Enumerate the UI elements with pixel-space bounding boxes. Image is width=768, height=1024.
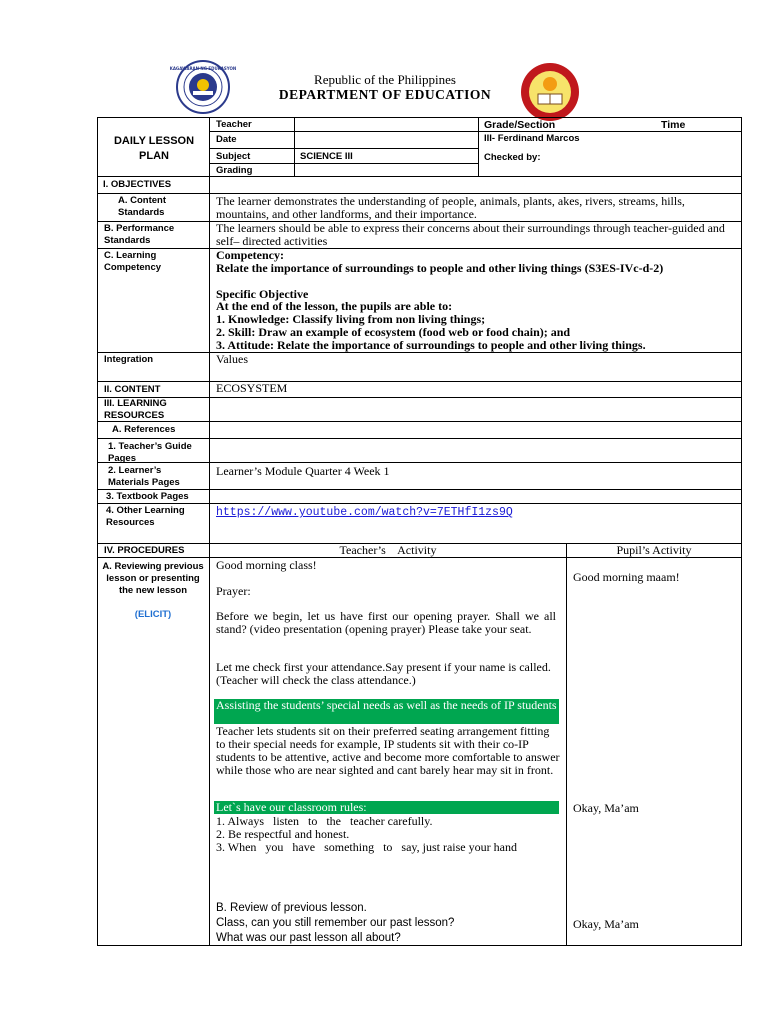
teacher-assist-text: Teacher lets students sit on their preferred seating arrangement fitting to their special needs for example, IP students sit with their co-IP students to be attentive, active and become more comfortable to answer while those who are near sighted and cant barely hear may sit in front. [216, 724, 560, 777]
specific-objective-intro: At the end of the lesson, the pupils are able to: [216, 299, 453, 313]
republic-text: Republic of the Philippines [314, 72, 456, 87]
performance-standards-label: B. Performance Standards [104, 223, 175, 246]
learners-materials-value: Learner’s Module Quarter 4 Week 1 [216, 464, 390, 478]
integration-value: Values [216, 352, 248, 366]
grade-section-label: Grade/Section [484, 119, 556, 131]
teacher-about: What was our past lesson all about? [216, 932, 401, 944]
teacher-rule-2: 2. Be respectful and honest. [216, 827, 350, 841]
content-heading: II. CONTENT [104, 384, 161, 395]
date-label: Date [216, 134, 237, 145]
teacher-rules-highlight: Let`s have our classroom rules: [216, 800, 367, 814]
specific-objective-3: 3. Attitude: Relate the importance of surroundings to people and other living things. [216, 338, 646, 352]
school-seal [520, 62, 580, 122]
content-standards-label: A. Content Standards [118, 195, 167, 218]
procedures-heading: IV. PROCEDURES [104, 545, 185, 556]
teacher-label: Teacher [216, 119, 252, 130]
pupil-greeting: Good morning maam! [573, 570, 680, 584]
checked-by-label: Checked by: [484, 152, 541, 163]
teacher-greeting: Good morning class! [216, 558, 317, 572]
resources-heading: III. LEARNING RESOURCES [104, 398, 167, 421]
step-a-label: A. Reviewing previous lesson or presenting the new lesson [102, 561, 204, 596]
specific-objective-1: 1. Knowledge: Classify living from non living things; [216, 312, 486, 326]
section-value: III- Ferdinand Marcos [484, 133, 580, 144]
svg-text:KAGAWARAN NG EDUKASYON: KAGAWARAN NG EDUKASYON [169, 66, 237, 71]
specific-objective-title: Specific Objective [216, 287, 309, 301]
teacher-activity-header: Teacher’s Activity [339, 543, 437, 557]
content-standards-text: The learner demonstrates the understanding of people, animals, plants, akes, rivers, streams, hills, mountains, and other landforms, and their importance. [216, 194, 685, 221]
subject-label: Subject [216, 151, 251, 162]
lesson-plan-title: DAILY LESSON PLAN [113, 135, 195, 162]
time-label: Time [661, 119, 686, 131]
performance-standards-text: The learners should be able to express their concerns about their surroundings through teacher-guided and self– directed activities [216, 221, 725, 248]
teacher-attendance: Let me check first your attendance.Say present if your name is called. (Teacher will check the class attendance.) [216, 660, 551, 687]
textbook-label: 3. Textbook Pages [106, 491, 189, 502]
teacher-review: B. Review of previous lesson. [216, 902, 367, 914]
integration-label: Integration [104, 354, 154, 365]
competency-title: Competency: [216, 248, 284, 262]
step-a-tag: (ELICIT) [134, 609, 172, 620]
grading-label: Grading [216, 165, 253, 176]
teacher-assist-highlight: Assisting the students’ special needs as well as the needs of IP students [216, 698, 557, 712]
subject-value: SCIENCE III [300, 151, 353, 162]
pupil-okay-1: Okay, Ma’am [573, 801, 639, 815]
competency-text: Relate the importance of surroundings to people and other living things (S3ES-IVc-d-2) [216, 261, 664, 275]
objectives-heading: I. OBJECTIVES [103, 179, 172, 190]
department-title: DEPARTMENT OF EDUCATION [278, 87, 492, 102]
learning-competency-label: C. Learning Competency [104, 250, 162, 273]
youtube-link[interactable]: https://www.youtube.com/watch?v=7ETHfI1zs9Q [216, 506, 513, 519]
specific-objective-2: 2. Skill: Draw an example of ecosystem (food web or food chain); and [216, 325, 571, 339]
teacher-before-begin: Before we begin, let us have first our opening prayer. Shall we all stand? (video presentation (opening prayer) Please take your seat. [216, 609, 556, 636]
teacher-rule-1: 1. Always listen to the teacher carefully. [216, 814, 433, 828]
pupil-activity-header: Pupil’s Activity [616, 543, 692, 557]
pupil-okay-2: Okay, Ma’am [573, 917, 639, 931]
references-label: A. References [112, 424, 176, 435]
learners-materials-label: 2. Learner’s Materials Pages [108, 465, 180, 488]
teacher-rule-3: 3. When you have something to say, just raise your hand [216, 840, 517, 854]
other-resources-label: 4. Other Learning Resources [106, 505, 185, 528]
deped-seal [169, 60, 237, 114]
teacher-remember: Class, can you still remember our past lesson? [216, 917, 455, 929]
content-value: ECOSYSTEM [216, 381, 288, 395]
teachers-guide-label: 1. Teacher’s Guide Pages [108, 441, 192, 464]
teacher-prayer: Prayer: [216, 584, 251, 598]
